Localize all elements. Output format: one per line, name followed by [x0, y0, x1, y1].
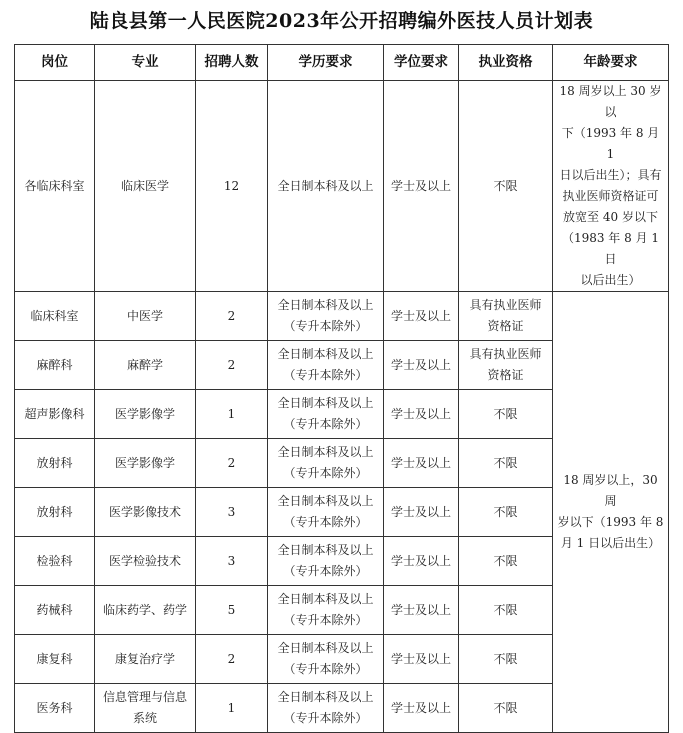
- cell-education-line: 全日制本科及以上: [277, 690, 374, 704]
- cell-education: [268, 439, 384, 488]
- header-license: 执业资格: [459, 45, 553, 81]
- cell-license-line: 具有执业医师: [469, 298, 542, 312]
- table-row: [15, 81, 669, 292]
- cell-count: [196, 341, 268, 390]
- header-education: 学历要求: [268, 45, 384, 81]
- cell-education: [268, 390, 384, 439]
- cell-count-line: 2: [227, 308, 236, 323]
- recruitment-plan-table: [14, 44, 669, 733]
- cell-post-line: 放射科: [36, 504, 73, 519]
- cell-post: [15, 537, 95, 586]
- cell-post: [15, 292, 95, 341]
- header-degree: 学位要求: [384, 45, 459, 81]
- cell-education-line: 全日制本科及以上: [277, 641, 374, 655]
- cell-education-line: （专升本除外）: [283, 466, 368, 480]
- cell-count-line: 2: [227, 357, 236, 372]
- table-row: [15, 292, 669, 341]
- header-count: 招聘人数: [196, 45, 268, 81]
- cell-post: [15, 81, 95, 292]
- cell-degree-line: 学士及以上: [390, 651, 451, 666]
- cell-major: [95, 439, 196, 488]
- cell-major-line: 医学影像学: [114, 406, 175, 421]
- cell-major-line: 信息管理与信息系统: [102, 690, 187, 725]
- cell-count: [196, 390, 268, 439]
- cell-degree: [384, 635, 459, 684]
- page-title: 陆良县第一人民医院2023年公开招聘编外医技人员计划表: [89, 10, 594, 32]
- cell-education: [268, 635, 384, 684]
- cell-major: [95, 390, 196, 439]
- cell-education-line: （专升本除外）: [283, 368, 368, 382]
- cell-degree: [384, 81, 459, 292]
- cell-license-line: 不限: [493, 455, 518, 470]
- cell-license-line: 不限: [493, 651, 518, 666]
- cell-degree: [384, 292, 459, 341]
- cell-education-line: （专升本除外）: [283, 662, 368, 676]
- cell-count: [196, 439, 268, 488]
- cell-post: [15, 586, 95, 635]
- cell-post-line: 麻醉科: [36, 357, 73, 372]
- cell-count-line: 3: [227, 504, 236, 519]
- cell-age-line: （1983 年 8 月 1 日: [561, 231, 660, 266]
- cell-major-line: 麻醉学: [126, 357, 163, 372]
- cell-license-line: 不限: [493, 178, 518, 193]
- header-age: 年龄要求: [553, 45, 669, 81]
- cell-major: [95, 586, 196, 635]
- cell-education-line: （专升本除外）: [283, 515, 368, 529]
- cell-degree-line: 学士及以上: [390, 553, 451, 568]
- cell-count-line: 3: [227, 553, 236, 568]
- cell-count: [196, 537, 268, 586]
- cell-post-line: 放射科: [36, 455, 73, 470]
- cell-license: [459, 488, 553, 537]
- cell-post: [15, 684, 95, 733]
- cell-education-line: 全日制本科及以上: [277, 298, 374, 312]
- cell-major: [95, 635, 196, 684]
- cell-license-line: 不限: [493, 602, 518, 617]
- cell-education: [268, 292, 384, 341]
- cell-license: [459, 390, 553, 439]
- cell-education-line: （专升本除外）: [283, 711, 368, 725]
- cell-post: [15, 341, 95, 390]
- cell-degree: [384, 341, 459, 390]
- cell-degree: [384, 537, 459, 586]
- cell-degree-line: 学士及以上: [390, 178, 451, 193]
- cell-age-line: 下（1993 年 8 月 1: [561, 126, 660, 161]
- table-header-row: [15, 45, 669, 81]
- cell-education-line: 全日制本科及以上: [277, 494, 374, 508]
- cell-education-line: （专升本除外）: [283, 564, 368, 578]
- cell-education-line: （专升本除外）: [283, 613, 368, 627]
- cell-major: [95, 341, 196, 390]
- cell-license: [459, 635, 553, 684]
- cell-major: [95, 81, 196, 292]
- cell-education: [268, 81, 384, 292]
- cell-major: [95, 537, 196, 586]
- cell-degree-line: 学士及以上: [390, 455, 451, 470]
- cell-age-line: 18 周岁以上 30 岁以: [559, 84, 662, 119]
- cell-major-line: 临床医学: [120, 178, 169, 193]
- cell-education-line: （专升本除外）: [283, 417, 368, 431]
- cell-education: [268, 586, 384, 635]
- cell-degree-line: 学士及以上: [390, 357, 451, 372]
- cell-count-line: 2: [227, 455, 236, 470]
- cell-major-line: 医学检验技术: [108, 553, 181, 568]
- cell-age-line: 执业医师资格证可: [562, 189, 659, 203]
- cell-license: [459, 292, 553, 341]
- cell-education-line: 全日制本科及以上: [277, 543, 374, 557]
- cell-count-line: 1: [227, 406, 236, 421]
- cell-license-line: 具有执业医师: [469, 347, 542, 361]
- cell-major-line: 医学影像学: [114, 455, 175, 470]
- cell-education: [268, 537, 384, 586]
- cell-post: [15, 635, 95, 684]
- cell-license: [459, 341, 553, 390]
- cell-major-line: 康复治疗学: [114, 651, 175, 666]
- cell-degree-line: 学士及以上: [390, 602, 451, 617]
- cell-post: [15, 390, 95, 439]
- header-post: 岗位: [15, 45, 95, 81]
- cell-license-line: 资格证: [487, 319, 524, 333]
- cell-count: [196, 488, 268, 537]
- cell-post-line: 医务科: [36, 700, 73, 715]
- cell-education-line: 全日制本科及以上: [277, 592, 374, 606]
- cell-major: [95, 488, 196, 537]
- cell-license-line: 资格证: [487, 368, 524, 382]
- cell-count: [196, 81, 268, 292]
- cell-license-line: 不限: [493, 504, 518, 519]
- cell-education: [268, 488, 384, 537]
- cell-degree: [384, 586, 459, 635]
- cell-age-merged-line: 月 1 日以后出生）: [560, 536, 661, 550]
- cell-age-line: 以后出生）: [580, 273, 641, 287]
- cell-major-line: 临床药学、药学: [102, 602, 187, 617]
- cell-count: [196, 635, 268, 684]
- cell-license: [459, 586, 553, 635]
- cell-degree: [384, 488, 459, 537]
- cell-age-merged: [553, 292, 669, 733]
- cell-post-line: 各临床科室: [24, 178, 85, 193]
- cell-license-line: 不限: [493, 700, 518, 715]
- cell-age-merged-line: 18 周岁以上，30 周: [563, 473, 658, 508]
- cell-post-line: 临床科室: [30, 308, 79, 323]
- cell-count: [196, 292, 268, 341]
- cell-license: [459, 81, 553, 292]
- cell-degree-line: 学士及以上: [390, 504, 451, 519]
- cell-post-line: 检验科: [36, 553, 73, 568]
- cell-license: [459, 537, 553, 586]
- cell-license: [459, 439, 553, 488]
- cell-major: [95, 292, 196, 341]
- cell-education: [268, 684, 384, 733]
- cell-count-line: 12: [223, 178, 240, 193]
- cell-license-line: 不限: [493, 553, 518, 568]
- cell-education: [268, 341, 384, 390]
- cell-education-line: 全日制本科及以上: [277, 445, 374, 459]
- cell-education-line: 全日制本科及以上: [277, 396, 374, 410]
- cell-degree: [384, 439, 459, 488]
- cell-major-line: 医学影像技术: [108, 504, 181, 519]
- cell-count-line: 5: [227, 602, 236, 617]
- cell-major-line: 中医学: [126, 308, 163, 323]
- cell-age-line: 放宽至 40 岁以下: [563, 210, 658, 224]
- cell-post: [15, 488, 95, 537]
- cell-post-line: 康复科: [36, 651, 73, 666]
- cell-degree: [384, 390, 459, 439]
- cell-age: [553, 81, 669, 292]
- cell-post-line: 药械科: [36, 602, 73, 617]
- cell-degree: [384, 684, 459, 733]
- cell-count-line: 2: [227, 651, 236, 666]
- cell-degree-line: 学士及以上: [390, 406, 451, 421]
- cell-education-line: 全日制本科及以上: [277, 347, 374, 361]
- cell-count-line: 1: [227, 700, 236, 715]
- cell-major: [95, 684, 196, 733]
- cell-post-line: 超声影像科: [24, 406, 85, 421]
- cell-post: [15, 439, 95, 488]
- header-major: 专业: [95, 45, 196, 81]
- cell-age-merged-line: 岁以下（1993 年 8: [557, 515, 664, 529]
- cell-license-line: 不限: [493, 406, 518, 421]
- cell-count: [196, 586, 268, 635]
- cell-degree-line: 学士及以上: [390, 700, 451, 715]
- cell-education-line: （专升本除外）: [283, 319, 368, 333]
- cell-education-line: 全日制本科及以上: [277, 178, 374, 193]
- cell-degree-line: 学士及以上: [390, 308, 451, 323]
- cell-age-line: 日以后出生）；具有: [559, 168, 662, 182]
- cell-license: [459, 684, 553, 733]
- cell-count: [196, 684, 268, 733]
